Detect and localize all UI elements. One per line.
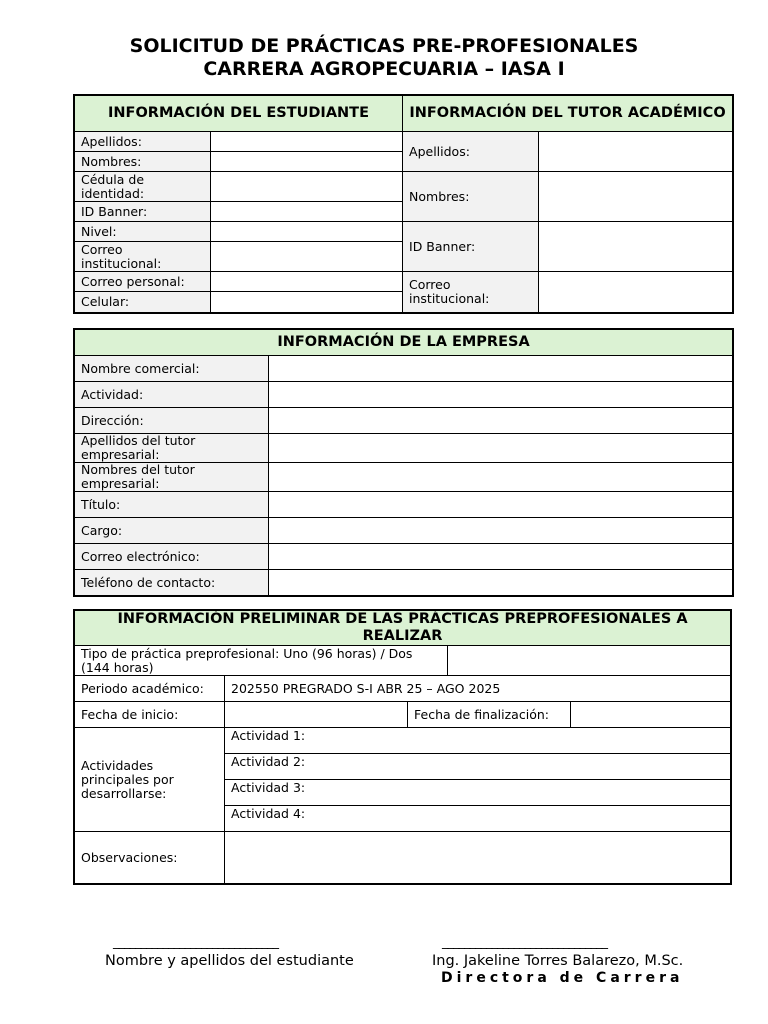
student-apellidos-field[interactable] [211,132,403,152]
company-cargo-field[interactable] [269,518,733,544]
tutor-field-label: Correo institucional: [403,272,539,313]
student-signature-line: ______________________________ [113,935,278,950]
company-section-header: INFORMACIÓN DE LA EMPRESA [75,330,733,356]
company-telefono-field[interactable] [269,570,733,596]
company-field-label: Teléfono de contacto: [75,570,269,596]
student-correo-institucional-field[interactable] [211,242,403,272]
student-field-label: Correo personal: [75,272,211,292]
student-id-banner-field[interactable] [211,202,403,222]
student-cedula-field[interactable] [211,172,403,202]
student-field-label: Nivel: [75,222,211,242]
student-field-label: ID Banner: [75,202,211,222]
student-field-label: Correo institucional: [75,242,211,272]
student-tutor-table [74,95,733,313]
student-section-header: INFORMACIÓN DEL ESTUDIANTE [75,96,403,132]
company-apellidos-tutor-field[interactable] [269,434,733,463]
practice-type-label: Tipo de práctica preprofesional: Uno (96 horas) / Dos (144 horas) [75,646,448,676]
director-name: Ing. Jakeline Torres Balarezo, M.Sc. [432,953,684,969]
company-field-label: Cargo: [75,518,269,544]
tutor-nombres-field[interactable] [539,172,733,222]
activity-field[interactable]: Actividad 2: [225,754,731,780]
company-field-label: Actividad: [75,382,269,408]
company-direccion-field[interactable] [269,408,733,434]
company-nombre-comercial-field[interactable] [269,356,733,382]
period-label: Periodo académico: [75,676,225,702]
practice-type-field[interactable] [448,646,731,676]
company-titulo-field[interactable] [269,492,733,518]
company-correo-field[interactable] [269,544,733,570]
student-signature-caption: Nombre y apellidos del estudiante [105,953,354,969]
student-field-label: Celular: [75,292,211,313]
company-field-label: Nombres del tutor empresarial: [75,463,269,492]
activity-field[interactable]: Actividad 3: [225,780,731,806]
director-signature-line: ______________________________ [442,935,607,950]
tutor-field-label: Apellidos: [403,132,539,172]
end-date-field[interactable] [571,702,731,728]
end-date-label: Fecha de finalización: [408,702,571,728]
observations-label: Observaciones: [75,832,225,884]
student-field-label: Nombres: [75,152,211,172]
practice-table [74,610,731,884]
student-celular-field[interactable] [211,292,403,313]
start-date-field[interactable] [225,702,408,728]
director-role: Directora de Carrera [441,970,684,986]
student-correo-personal-field[interactable] [211,272,403,292]
company-actividad-field[interactable] [269,382,733,408]
tutor-field-label: ID Banner: [403,222,539,272]
document-title-line1: SOLICITUD DE PRÁCTICAS PRE-PROFESIONALES [129,35,639,57]
company-table [74,329,733,596]
activity-field[interactable]: Actividad 1: [225,728,731,754]
company-field-label: Dirección: [75,408,269,434]
tutor-field-label: Nombres: [403,172,539,222]
document-title-line2: CARRERA AGROPECUARIA – IASA I [203,58,565,80]
tutor-section-header: INFORMACIÓN DEL TUTOR ACADÉMICO [403,96,733,132]
activity-field[interactable]: Actividad 4: [225,806,731,832]
tutor-id-banner-field[interactable] [539,222,733,272]
student-field-label: Cédula de identidad: [75,172,211,202]
student-field-label: Apellidos: [75,132,211,152]
period-value: 202550 PREGRADO S-I ABR 25 – AGO 2025 [225,676,731,702]
student-nivel-field[interactable] [211,222,403,242]
company-nombres-tutor-field[interactable] [269,463,733,492]
start-date-label: Fecha de inicio: [75,702,225,728]
company-field-label: Nombre comercial: [75,356,269,382]
company-field-label: Título: [75,492,269,518]
tutor-correo-institucional-field[interactable] [539,272,733,313]
student-nombres-field[interactable] [211,152,403,172]
activities-label: Actividades principales por desarrollarse: [75,728,225,832]
observations-field[interactable] [225,832,731,884]
tutor-apellidos-field[interactable] [539,132,733,172]
company-field-label: Correo electrónico: [75,544,269,570]
practice-section-header: INFORMACIÓN PRELIMINAR DE LAS PRÁCTICAS PREPROFESIONALES A REALIZAR [75,611,731,646]
company-field-label: Apellidos del tutor empresarial: [75,434,269,463]
